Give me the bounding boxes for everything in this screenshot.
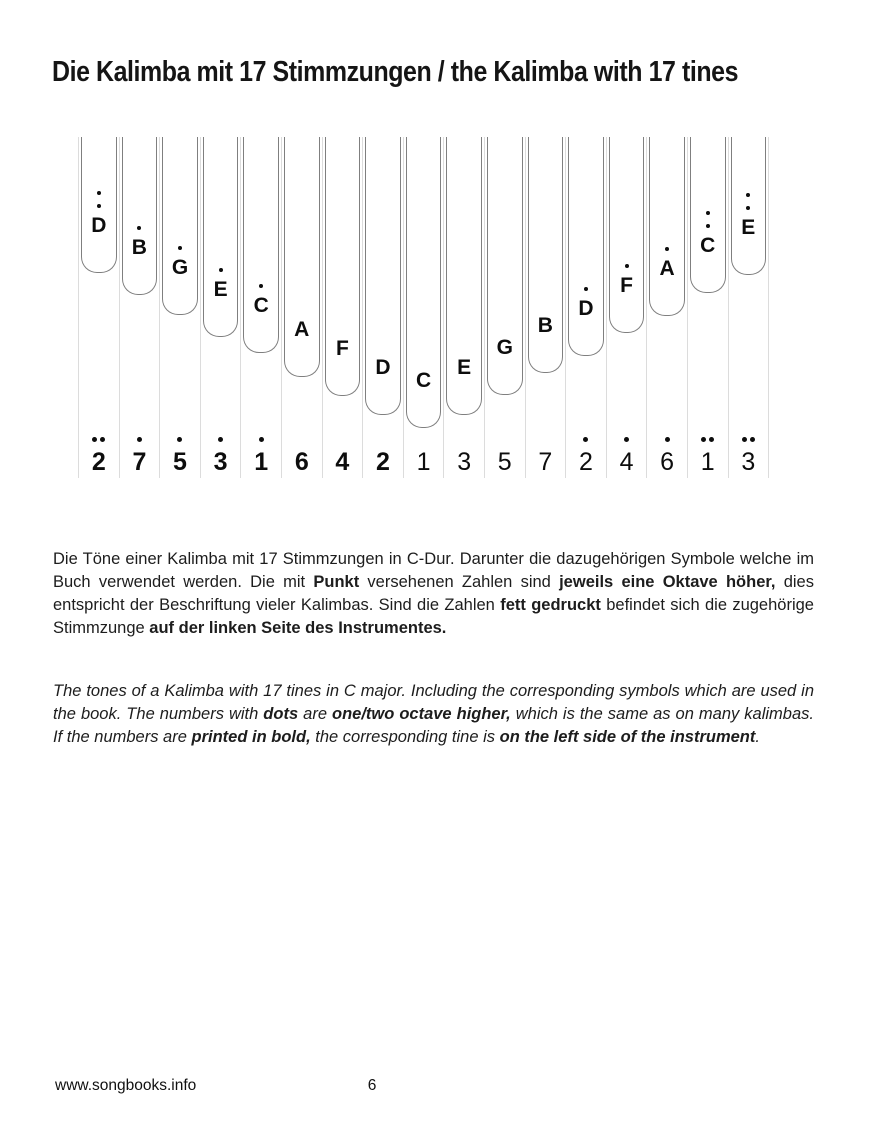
octave-dot (750, 437, 755, 442)
number-symbol-label: 7 (132, 448, 147, 476)
bold-text-run: auf der linken Seite des Instrumentes. (149, 619, 447, 637)
note-label: E (457, 356, 472, 379)
number-octave-dots (729, 437, 769, 442)
octave-dot (219, 268, 223, 272)
octave-dot (746, 193, 750, 197)
octave-dot (137, 226, 141, 230)
footer-website: www.songbooks.info (55, 1077, 197, 1094)
number-symbol-label: 1 (700, 448, 715, 476)
number-octave-dots (201, 437, 241, 442)
note-label: A (659, 257, 675, 280)
note-octave-dots (82, 191, 116, 208)
number-symbol-label: 6 (660, 448, 675, 476)
kalimba-tine-column (484, 137, 525, 478)
note-label: E (741, 216, 756, 239)
note-octave-dots (123, 226, 157, 230)
octave-dot (100, 437, 105, 442)
kalimba-tine-column (119, 137, 160, 478)
bold-text-run: printed in bold, (191, 728, 311, 746)
kalimba-tine-column (687, 137, 728, 478)
number-octave-dots (566, 437, 606, 442)
note-label: F (620, 274, 633, 297)
tine-shape (446, 137, 482, 415)
tine-shape (690, 137, 726, 293)
octave-dot (259, 437, 264, 442)
number-symbol-label: 6 (294, 448, 309, 476)
kalimba-tine-column (200, 137, 241, 478)
number-symbol-label: 3 (457, 448, 472, 476)
octave-dot (624, 437, 629, 442)
tine-shape (406, 137, 442, 428)
number-symbol-label: 1 (254, 448, 269, 476)
note-octave-dots (569, 287, 603, 291)
bold-text-run: dots (263, 705, 299, 723)
note-octave-dots (204, 268, 238, 272)
note-octave-dots (163, 246, 197, 250)
kalimba-tine-column (159, 137, 200, 478)
note-label: A (294, 318, 310, 341)
number-symbol-label: 2 (91, 448, 106, 476)
tine-shape (649, 137, 685, 316)
octave-dot (746, 206, 750, 210)
octave-dot (92, 437, 97, 442)
tine-shape (122, 137, 158, 295)
text-run: . (755, 728, 760, 746)
description-paragraph-english (53, 680, 814, 749)
note-label: D (375, 356, 391, 379)
tine-shape (609, 137, 645, 333)
tine-shape (325, 137, 361, 396)
number-symbol-label: 7 (538, 448, 553, 476)
bold-text-run: on the left side of the instrument (499, 728, 756, 746)
tine-shape (203, 137, 239, 337)
note-octave-dots (650, 247, 684, 251)
note-label: D (578, 297, 594, 320)
number-symbol-label: 4 (619, 448, 634, 476)
octave-dot (665, 437, 670, 442)
kalimba-tine-column (565, 137, 606, 478)
number-symbol-label: 1 (416, 448, 431, 476)
octave-dot (97, 204, 101, 208)
bold-text-run: jeweils eine Oktave höher, (559, 573, 776, 591)
octave-dot (706, 211, 710, 215)
description-paragraph-german (53, 548, 814, 640)
number-octave-dots (79, 437, 119, 442)
bold-text-run: fett gedruckt (500, 596, 601, 614)
kalimba-tine-column (362, 137, 403, 478)
number-symbol-label: 4 (335, 448, 350, 476)
kalimba-tine-column (728, 137, 769, 478)
octave-dot (178, 246, 182, 250)
tine-shape (81, 137, 117, 273)
octave-dot (665, 247, 669, 251)
kalimba-tine-column (281, 137, 322, 478)
note-label: B (537, 314, 553, 337)
text-run: versehenen Zahlen sind (359, 573, 560, 591)
tine-shape (487, 137, 523, 395)
note-label: C (253, 294, 269, 317)
octave-dot (137, 437, 142, 442)
note-label: E (213, 278, 228, 301)
kalimba-tine-column (525, 137, 566, 478)
footer-page-number: 6 (367, 1077, 377, 1094)
kalimba-tine-column (403, 137, 444, 478)
tine-shape (284, 137, 320, 377)
number-octave-dots (647, 437, 687, 442)
bold-text-run: Punkt (313, 573, 360, 591)
octave-dot (584, 287, 588, 291)
octave-dot (625, 264, 629, 268)
text-run: which is the same as on many kalimbas. If the numbers are (53, 705, 814, 746)
tine-shape (243, 137, 279, 353)
kalimba-tine-column (646, 137, 687, 478)
note-octave-dots (732, 193, 766, 210)
tine-shape (568, 137, 604, 356)
number-symbol-label: 5 (173, 448, 187, 476)
number-symbol-label: 3 (741, 448, 756, 476)
note-label: F (335, 337, 349, 360)
number-symbol-label: 3 (213, 448, 228, 476)
note-label: B (131, 236, 147, 259)
number-octave-dots (688, 437, 728, 442)
tine-shape (162, 137, 198, 315)
text-run: befindet sich die zugehörige Stimmzunge (53, 596, 814, 637)
kalimba-tine-column (240, 137, 281, 478)
octave-dot (742, 437, 747, 442)
tine-shape (731, 137, 767, 275)
bold-text-run: one/two octave higher, (332, 705, 511, 723)
text-run: are (298, 705, 332, 723)
text-run: Die Töne einer Kalimba mit 17 Stimmzungen in C-Dur. Darunter die dazugehörigen Symbole welche im Buch verwendet werden. Die mit (53, 550, 814, 591)
text-run: The tones of a Kalimba with 17 tines in C major. Including the corresponding symbols which are used in the book. The numbers with (53, 682, 814, 723)
note-label: G (171, 256, 189, 279)
octave-dot (706, 224, 710, 228)
octave-dot (583, 437, 588, 442)
tine-shape (365, 137, 401, 415)
octave-dot (701, 437, 706, 442)
number-octave-dots (160, 437, 200, 442)
octave-dot (97, 191, 101, 195)
note-label: G (496, 336, 513, 359)
kalimba-diagram (78, 137, 769, 478)
octave-dot (709, 437, 714, 442)
note-label: C (700, 234, 716, 257)
note-octave-dots (244, 284, 278, 288)
number-symbol-label: 2 (376, 448, 390, 476)
kalimba-tine-column (443, 137, 484, 478)
page-title: Die Kalimba mit 17 Stimmzungen / the Kalimba with 17 tines (52, 56, 739, 88)
number-octave-dots (241, 437, 281, 442)
note-octave-dots (610, 264, 644, 268)
number-symbol-label: 2 (578, 448, 593, 476)
tine-shape (528, 137, 564, 373)
note-octave-dots (691, 211, 725, 228)
kalimba-tine-column (606, 137, 647, 478)
octave-dot (218, 437, 223, 442)
text-run: the corresponding tine is (310, 728, 500, 746)
octave-dot (259, 284, 263, 288)
note-label: D (91, 214, 107, 237)
octave-dot (177, 437, 182, 442)
kalimba-tine-column (78, 137, 119, 478)
number-octave-dots (607, 437, 647, 442)
number-symbol-label: 5 (497, 448, 512, 476)
number-octave-dots (120, 437, 160, 442)
text-run: dies entspricht der Beschriftung vieler Kalimbas. Sind die Zahlen (53, 573, 814, 614)
kalimba-tine-column (322, 137, 363, 478)
note-label: C (415, 369, 432, 392)
